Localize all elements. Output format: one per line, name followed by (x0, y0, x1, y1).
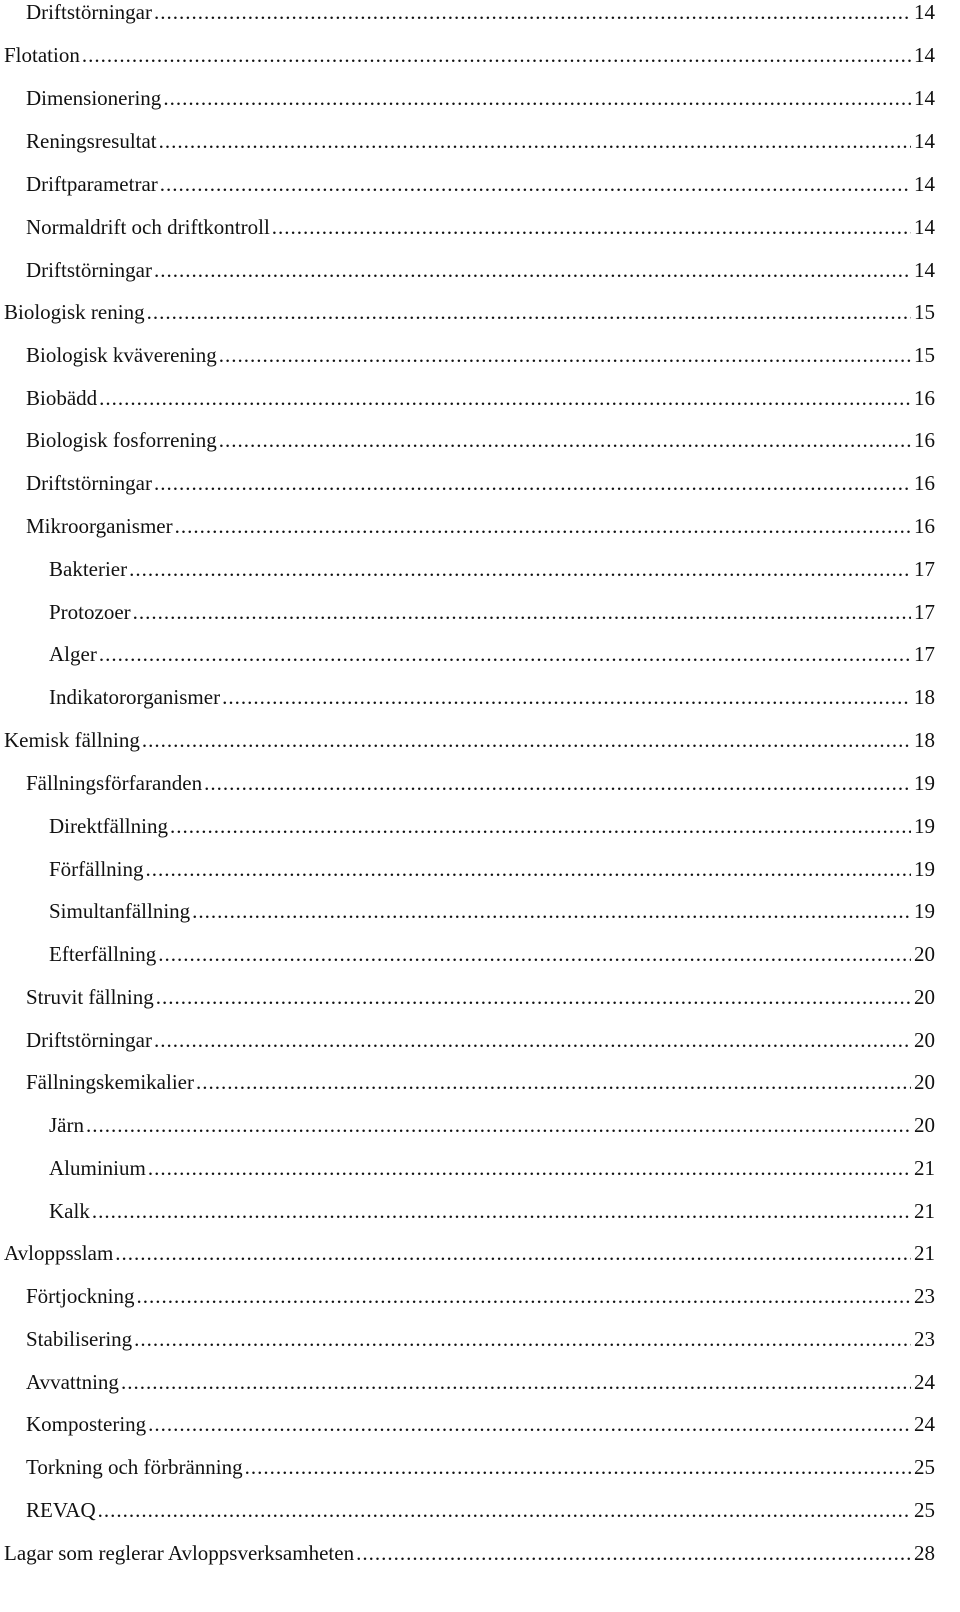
toc-entry-page: 19 (914, 899, 935, 923)
toc-entry-title: Kalk (49, 1199, 90, 1223)
dot-leader (86, 1110, 911, 1140)
toc-entry[interactable] (0, 639, 935, 669)
toc-entry-page: 17 (914, 642, 935, 666)
toc-entry-page: 16 (914, 428, 935, 452)
toc-entry-page: 21 (914, 1156, 935, 1180)
toc-entry-page: 15 (914, 300, 935, 324)
toc-entry-title: REVAQ (26, 1498, 96, 1522)
toc-entry-title: Driftstörningar (26, 258, 152, 282)
toc-entry-page: 18 (914, 728, 935, 752)
dot-leader (219, 425, 911, 455)
toc-entry[interactable] (0, 83, 935, 113)
toc-entry[interactable] (0, 982, 935, 1012)
toc-entry[interactable] (0, 511, 935, 541)
toc-entry-title: Efterfällning (49, 942, 157, 966)
toc-entry-title: Biobädd (26, 386, 98, 410)
toc-entry-page: 14 (914, 172, 935, 196)
toc-entry-title: Biologisk fosforrening (26, 428, 217, 452)
toc-entry-title: Driftstörningar (26, 471, 152, 495)
toc-entry[interactable] (0, 768, 935, 798)
toc-entry-title: Fällningskemikalier (26, 1070, 194, 1094)
dot-leader (134, 1324, 911, 1354)
toc-entry[interactable] (0, 1025, 935, 1055)
toc-entry[interactable] (0, 597, 935, 627)
toc-entry-page: 14 (914, 258, 935, 282)
dot-leader (154, 1025, 911, 1055)
toc-entry-title: Kompostering (26, 1412, 147, 1436)
toc-entry[interactable] (0, 297, 935, 327)
toc-entry-page: 20 (914, 1028, 935, 1052)
toc-entry-title: Lagar som reglerar Avloppsverksamheten (4, 1541, 355, 1565)
dot-leader (245, 1452, 911, 1482)
dot-leader (154, 255, 911, 285)
toc-entry-page: 21 (914, 1199, 935, 1223)
dot-leader (147, 297, 911, 327)
dot-leader (137, 1281, 912, 1311)
toc-entry-page: 19 (914, 771, 935, 795)
dot-leader (156, 982, 911, 1012)
toc-entry-page: 16 (914, 471, 935, 495)
toc-entry[interactable] (0, 854, 935, 884)
toc-entry-title: Flotation (4, 43, 80, 67)
toc-entry-title: Simultanfällning (49, 899, 191, 923)
toc-entry[interactable] (0, 212, 935, 242)
toc-entry-title: Fällningsförfaranden (26, 771, 203, 795)
toc-entry-page: 15 (914, 343, 935, 367)
toc-entry-page: 21 (914, 1241, 935, 1265)
dot-leader (99, 639, 911, 669)
toc-entry-title: Biologisk kväverening (26, 343, 217, 367)
toc-entry-title: Driftparametrar (26, 172, 158, 196)
toc-entry-title: Alger (49, 642, 97, 666)
toc-entry-page: 18 (914, 685, 935, 709)
dot-leader (148, 1153, 911, 1183)
toc-entry[interactable] (0, 1110, 935, 1140)
dot-leader (170, 811, 911, 841)
toc-entry-title: Torkning och förbränning (26, 1455, 243, 1479)
toc-entry-page: 24 (914, 1370, 935, 1394)
toc-entry[interactable] (0, 1153, 935, 1183)
toc-entry[interactable] (0, 1367, 935, 1397)
toc-entry-title: Aluminium (49, 1156, 146, 1180)
toc-entry-page: 19 (914, 814, 935, 838)
toc-entry-page: 14 (914, 86, 935, 110)
toc-entry-page: 17 (914, 600, 935, 624)
toc-entry[interactable] (0, 1281, 935, 1311)
toc-entry[interactable] (0, 811, 935, 841)
toc-entry[interactable] (0, 1538, 935, 1568)
dot-leader (222, 682, 911, 712)
toc-entry[interactable] (0, 939, 935, 969)
dot-leader (272, 212, 911, 242)
dot-leader (92, 1196, 911, 1226)
toc-entry-title: Järn (49, 1113, 84, 1137)
dot-leader (148, 1409, 911, 1439)
toc-entry-title: Driftstörningar (26, 0, 152, 24)
toc-entry-page: 20 (914, 942, 935, 966)
toc-entry-title: Protozoer (49, 600, 131, 624)
dot-leader (129, 554, 911, 584)
toc-entry-page: 14 (914, 215, 935, 239)
toc-entry-title: Förtjockning (26, 1284, 135, 1308)
toc-entry-page: 16 (914, 514, 935, 538)
dot-leader (154, 0, 911, 27)
dot-leader (204, 768, 911, 798)
toc-entry-title: Avloppsslam (4, 1241, 114, 1265)
dot-leader (115, 1238, 911, 1268)
toc-entry-page: 23 (914, 1284, 935, 1308)
toc-entry[interactable] (0, 725, 935, 755)
toc-entry-title: Normaldrift och driftkontroll (26, 215, 270, 239)
dot-leader (121, 1367, 911, 1397)
toc-entry-page: 19 (914, 857, 935, 881)
toc-entry-page: 20 (914, 1113, 935, 1137)
dot-leader (196, 1067, 911, 1097)
dot-leader (98, 1495, 911, 1525)
toc-entry[interactable] (0, 682, 935, 712)
toc-entry-title: Driftstörningar (26, 1028, 152, 1052)
dot-leader (192, 896, 911, 926)
dot-leader (82, 40, 911, 70)
toc-entry[interactable] (0, 896, 935, 926)
toc-entry-title: Dimensionering (26, 86, 162, 110)
toc-entry-title: Kemisk fällning (4, 728, 140, 752)
toc-entry-page: 14 (914, 0, 935, 24)
toc-entry[interactable] (0, 40, 935, 70)
toc-entry[interactable] (0, 169, 935, 199)
toc-entry-page: 23 (914, 1327, 935, 1351)
dot-leader (133, 597, 911, 627)
toc-entry-page: 14 (914, 43, 935, 67)
toc-entry-title: Förfällning (49, 857, 144, 881)
dot-leader (175, 511, 911, 541)
toc-entry[interactable] (0, 425, 935, 455)
dot-leader (219, 340, 911, 370)
toc-entry-title: Bakterier (49, 557, 128, 581)
toc-entry[interactable] (0, 1324, 935, 1354)
toc-entry-title: Indikatororganismer (49, 685, 221, 709)
toc-entry-title: Direktfällning (49, 814, 168, 838)
toc-entry[interactable] (0, 0, 935, 27)
toc-entry[interactable] (0, 1452, 935, 1482)
dot-leader (99, 383, 911, 413)
toc-entry[interactable] (0, 1196, 935, 1226)
toc-entry-page: 25 (914, 1455, 935, 1479)
dot-leader (158, 939, 911, 969)
toc-entry[interactable] (0, 383, 935, 413)
toc-entry-title: Struvit fällning (26, 985, 154, 1009)
toc-entry[interactable] (0, 1067, 935, 1097)
dot-leader (160, 169, 911, 199)
toc-entry[interactable] (0, 340, 935, 370)
toc-entry-page: 20 (914, 1070, 935, 1094)
toc-entry-page: 28 (914, 1541, 935, 1565)
toc-entry-title: Reningsresultat (26, 129, 157, 153)
toc-entry[interactable] (0, 554, 935, 584)
toc-entry[interactable] (0, 1238, 935, 1268)
dot-leader (154, 468, 911, 498)
dot-leader (159, 126, 911, 156)
toc-entry[interactable] (0, 468, 935, 498)
toc-entry-title: Avvattning (26, 1370, 119, 1394)
toc-entry[interactable] (0, 255, 935, 285)
toc-entry-title: Stabilisering (26, 1327, 133, 1351)
toc-entry-page: 24 (914, 1412, 935, 1436)
toc-entry-page: 20 (914, 985, 935, 1009)
toc-entry-page: 16 (914, 386, 935, 410)
toc-entry-page: 25 (914, 1498, 935, 1522)
dot-leader (356, 1538, 911, 1568)
dot-leader (142, 725, 911, 755)
toc-entry-title: Biologisk rening (4, 300, 145, 324)
toc-entry[interactable] (0, 1495, 935, 1525)
toc-entry-title: Mikroorganismer (26, 514, 173, 538)
toc-entry-page: 17 (914, 557, 935, 581)
dot-leader (163, 83, 911, 113)
toc-entry[interactable] (0, 126, 935, 156)
toc-entry-page: 14 (914, 129, 935, 153)
dot-leader (146, 854, 912, 884)
toc-entry[interactable] (0, 1409, 935, 1439)
